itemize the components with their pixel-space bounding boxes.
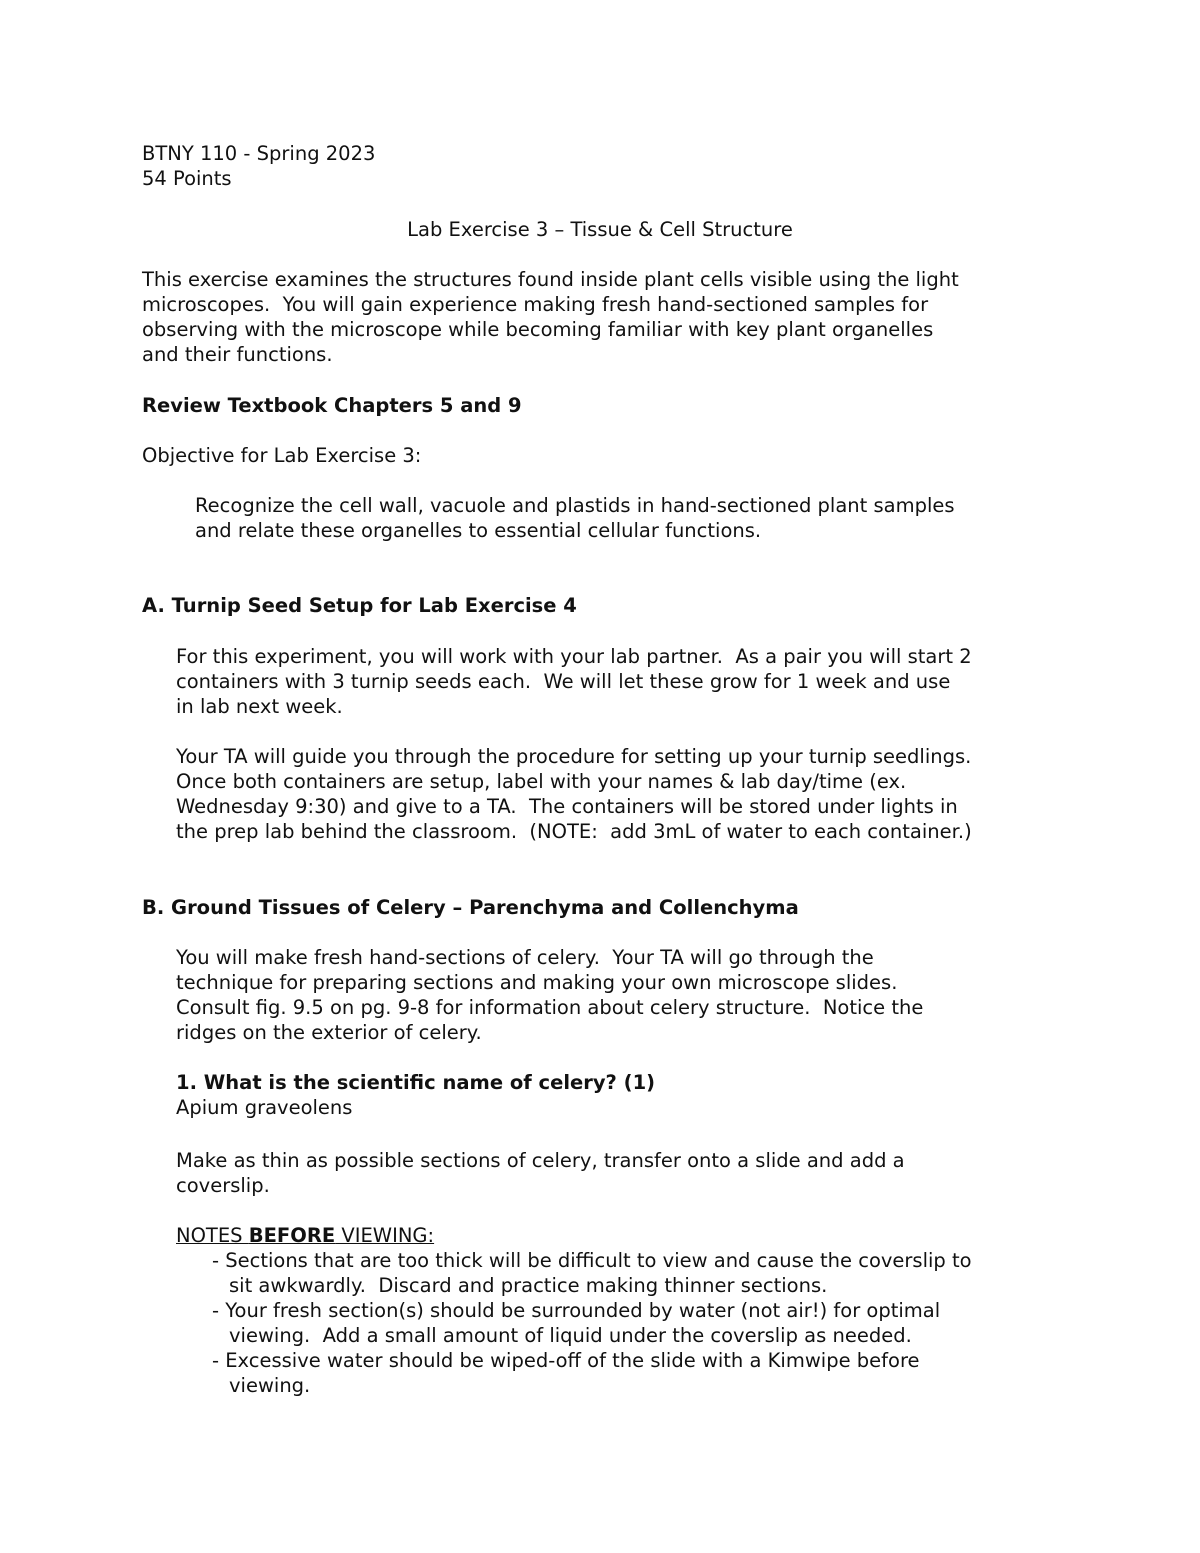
- section-a-heading: [142, 593, 1072, 618]
- note-item-3-first: - Excessive water should be wiped-off of the slide with a Kimwipe before: [212, 1349, 920, 1372]
- section-a-heading-text: A. Turnip Seed Setup for Lab Exercise 4: [142, 594, 577, 617]
- section-b-heading-text: B. Ground Tissues of Celery – Parenchyma and Collenchyma: [142, 896, 799, 919]
- question-1-text: 1. What is the scientific name of celery? (1): [176, 1071, 656, 1094]
- section-b-p2-line: coverslip.: [176, 1174, 270, 1197]
- section-a-paragraph-1: [176, 644, 1076, 719]
- section-b-p1-line: technique for preparing sections and making your own microscope slides.: [176, 971, 898, 994]
- answer-1-text: Apium graveolens: [176, 1096, 353, 1119]
- objective-label-text: Objective for Lab Exercise 3:: [142, 444, 422, 467]
- note-item-3-rest: viewing.: [229, 1374, 311, 1397]
- intro-line: observing with the microscope while becoming familiar with key plant organelles: [142, 318, 934, 341]
- notes-label-pre: NOTES: [176, 1224, 249, 1247]
- section-b-p1-line: Consult fig. 9.5 on pg. 9-8 for information about celery structure. Notice the: [176, 996, 924, 1019]
- intro-paragraph: [142, 267, 1072, 367]
- objective-text: [195, 493, 1055, 543]
- points-total: 54 Points: [142, 167, 232, 190]
- objective-line: Recognize the cell wall, vacuole and plastids in hand-sectioned plant samples: [195, 494, 955, 517]
- intro-line: microscopes. You will gain experience making fresh hand-sectioned samples for: [142, 293, 929, 316]
- section-b-p1-line: You will make fresh hand-sections of celery. Your TA will go through the: [176, 946, 874, 969]
- section-a-p1-line: For this experiment, you will work with your lab partner. As a pair you will start 2: [176, 645, 972, 668]
- section-a-p2-line: Your TA will guide you through the procedure for setting up your turnip seedlings.: [176, 745, 972, 768]
- objective-label: [142, 443, 1072, 468]
- objective-line: and relate these organelles to essential cellular functions.: [195, 519, 762, 542]
- note-item-2-first: - Your fresh section(s) should be surrounded by water (not air!) for optimal: [212, 1299, 941, 1322]
- course-title: BTNY 110 - Spring 2023: [142, 142, 376, 165]
- notes-list: [212, 1248, 1092, 1398]
- note-item-1-rest: sit awkwardly. Discard and practice making thinner sections.: [229, 1274, 828, 1297]
- section-a-p1-line: in lab next week.: [176, 695, 343, 718]
- review-heading: [142, 393, 1072, 418]
- notes-label-post: VIEWING:: [335, 1224, 435, 1247]
- section-b-paragraph-2: [176, 1148, 1076, 1198]
- section-b-heading: [142, 895, 1072, 920]
- intro-line: and their functions.: [142, 343, 333, 366]
- question-1: [176, 1070, 1076, 1120]
- note-item-2-rest: viewing. Add a small amount of liquid under the coverslip as needed.: [229, 1324, 912, 1347]
- section-b-paragraph-1: [176, 945, 1076, 1045]
- section-b-p1-line: ridges on the exterior of celery.: [176, 1021, 482, 1044]
- section-a-p1-line: containers with 3 turnip seeds each. We will let these grow for 1 week and use: [176, 670, 951, 693]
- document-title-block: [142, 217, 1058, 242]
- section-b-p2-line: Make as thin as possible sections of celery, transfer onto a slide and add a: [176, 1149, 905, 1172]
- notes-label-bold: BEFORE: [248, 1224, 336, 1247]
- section-a-paragraph-2: [176, 744, 1076, 844]
- notes-label-text: [176, 1223, 1076, 1248]
- section-a-p2-line: Once both containers are setup, label with your names & lab day/time (ex.: [176, 770, 907, 793]
- review-heading-text: Review Textbook Chapters 5 and 9: [142, 394, 522, 417]
- intro-line: This exercise examines the structures found inside plant cells visible using the light: [142, 268, 959, 291]
- notes-label: [176, 1223, 1076, 1248]
- course-header: [142, 141, 1072, 191]
- section-a-p2-line: Wednesday 9:30) and give to a TA. The containers will be stored under lights in: [176, 795, 958, 818]
- document-title: Lab Exercise 3 – Tissue & Cell Structure: [407, 218, 793, 241]
- note-item-1-first: - Sections that are too thick will be difficult to view and cause the coverslip to: [212, 1249, 972, 1272]
- section-a-p2-line: the prep lab behind the classroom. (NOTE: add 3mL of water to each container.): [176, 820, 972, 843]
